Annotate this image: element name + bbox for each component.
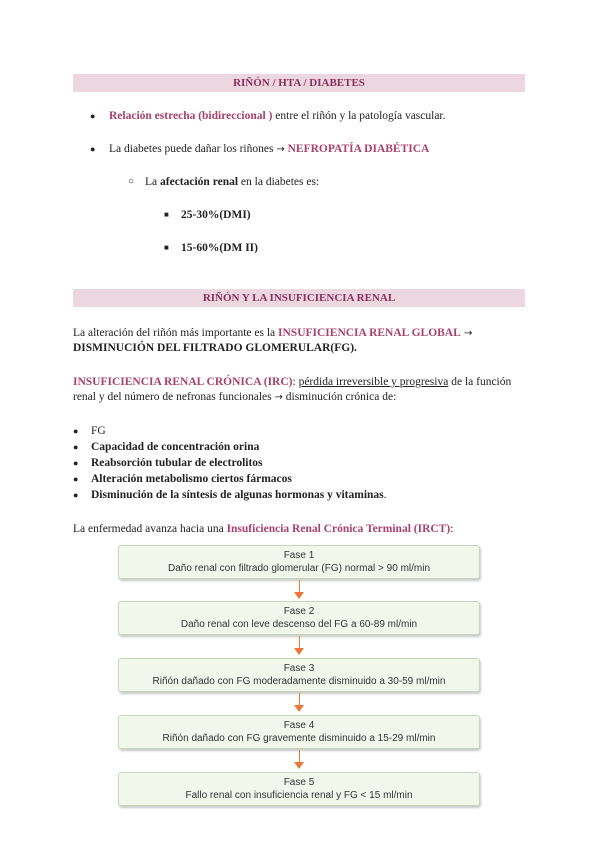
arrow-icon: → [276, 144, 285, 155]
relacion-text: entre el riñón y la patología vascular. [272, 110, 446, 122]
phase-desc: Riñón dañado con FG gravemente disminuido a 15-29 ml/min [162, 733, 436, 744]
bullet-dot: ● [73, 474, 79, 484]
bullet-dot: ● [90, 111, 96, 121]
bullet-dot: ● [73, 458, 79, 468]
phase-box-2 [118, 601, 480, 635]
irct-text: La enfermedad avanza hacia una [73, 523, 227, 535]
bullet-dot: ● [90, 144, 96, 154]
irc-rest: de la función [448, 376, 512, 388]
phase-title: Fase 5 [283, 777, 315, 788]
phase-desc: Daño renal con filtrado glomerular (FG) normal > 90 ml/min [167, 563, 431, 574]
paragraph-alteracion-line2: DISMINUCIÓN DEL FILTRADO GLOMERULAR(FG). [73, 342, 357, 354]
paragraph-irc-line1 [73, 375, 511, 389]
paragraph-irct [73, 522, 453, 536]
arrow-icon: → [460, 328, 473, 339]
list-item-reabsorcion: Reabsorción tubular de electrolitos [91, 457, 263, 469]
arrow-down-icon [294, 762, 304, 769]
nefropatia-highlight: NEFROPATÍA DIABÉTICA [284, 143, 430, 155]
irct-colon: : [450, 523, 454, 535]
afectacion-bold: afectación renal [160, 176, 239, 188]
irc-line2a: renal y del número de nefronas funcionales [73, 391, 275, 403]
phase-box-4 [118, 715, 480, 749]
phase-title: Fase 2 [283, 606, 315, 617]
irg-highlight: INSUFICIENCIA RENAL GLOBAL [278, 327, 461, 339]
list-item-concentracion: Capacidad de concentración orina [91, 441, 260, 453]
phase-box-3 [118, 658, 480, 692]
bullet-relacion [109, 109, 446, 123]
list-item-sintesis [91, 488, 387, 502]
bullet-square: ■ [164, 243, 169, 252]
arrow-icon: → [274, 392, 283, 403]
irc-underline: pérdida irreversible y progresiva [298, 376, 449, 388]
phase-box-5 [118, 772, 480, 806]
bullet-dot: ● [73, 490, 79, 500]
phase-title: Fase 3 [283, 663, 315, 674]
paragraph-irc-line2 [73, 390, 396, 405]
bullet-dot: ● [73, 426, 79, 436]
sub-bullet-afectacion [145, 175, 319, 189]
arrow-down-icon [294, 705, 304, 712]
sub-sub-dmi: 25-30%(DMI) [181, 209, 251, 221]
bullet-diabetes [109, 142, 429, 157]
sintesis-period: . [383, 489, 387, 501]
phase-desc: Daño renal con leve descenso del FG a 60-89 ml/min [180, 619, 418, 630]
phase-desc: Riñón dañado con FG moderadamente disminuido a 30-59 ml/min [152, 676, 446, 687]
afectacion-rest: en la diabetes es: [238, 176, 320, 188]
section-header-rinon-hta-diabetes: RIÑÓN / HTA / DIABETES [73, 74, 525, 92]
sintesis-text: Disminución de la síntesis de algunas hormonas y vitaminas [91, 489, 384, 501]
phase-desc: Fallo renal con insuficiencia renal y FG < 15 ml/min [185, 790, 413, 801]
irct-highlight: Insuficiencia Renal Crónica Terminal (IRCT) [226, 523, 451, 535]
list-item-farmacos: Alteración metabolismo ciertos fármacos [91, 473, 292, 485]
sub-sub-dmii: 15-60%(DM II) [181, 242, 258, 254]
diabetes-text: La diabetes puede dañar los riñones [109, 143, 277, 155]
irc-highlight: INSUFICIENCIA RENAL CRÓNICA (IRC) [73, 376, 293, 388]
bullet-circle: ○ [128, 176, 135, 187]
irc-colon: : [292, 376, 299, 388]
relacion-highlight: Relación estrecha (bidireccional ) [109, 110, 273, 122]
irc-line2b: disminución crónica de: [282, 391, 397, 403]
bullet-dot: ● [73, 442, 79, 452]
paragraph-alteracion-line1 [73, 326, 472, 341]
bullet-square: ■ [164, 210, 169, 219]
phase-title: Fase 1 [283, 550, 315, 561]
phase-title: Fase 4 [283, 720, 315, 731]
phase-box-1 [118, 545, 480, 579]
afectacion-prefix: La [145, 176, 161, 188]
arrow-down-icon [294, 648, 304, 655]
alteracion-text: La alteración del riñón más importante es la [73, 327, 279, 339]
arrow-down-icon [294, 592, 304, 599]
section-header-insuficiencia-renal: RIÑÓN Y LA INSUFICIENCIA RENAL [73, 289, 525, 307]
list-item-fg: FG [91, 425, 106, 437]
